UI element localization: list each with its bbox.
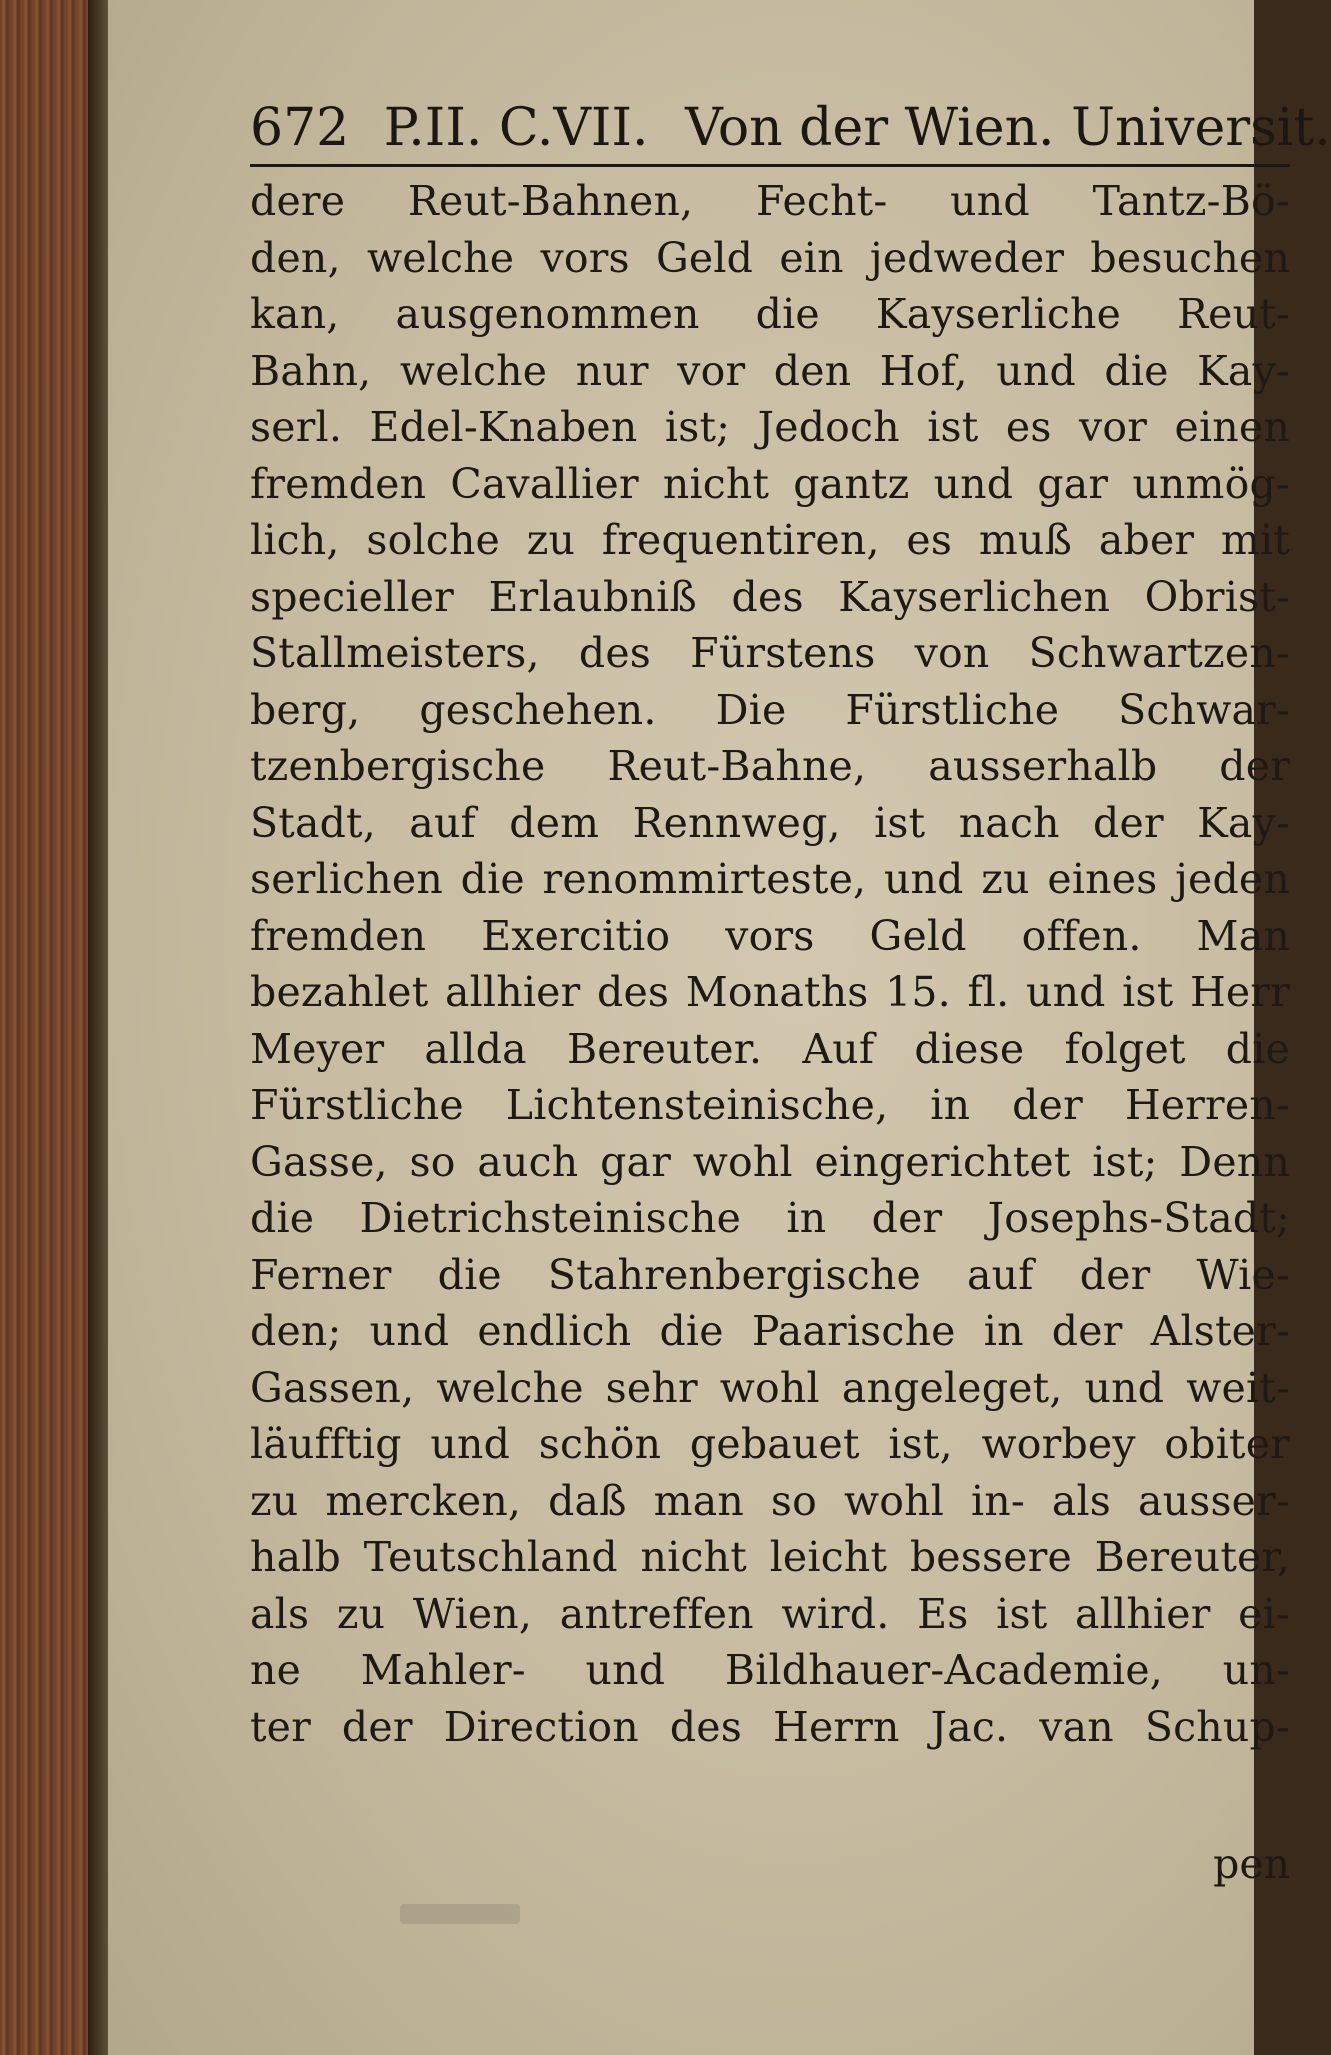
running-title: Von der Wien. Universit. [685, 98, 1331, 158]
text-line: Meyer allda Bereuter. Auf diese folget die [250, 1024, 1290, 1073]
text-line: Gassen, welche sehr wohl angeleget, und weit- [250, 1363, 1290, 1412]
text-line: tzenbergische Reut-Bahne, ausserhalb der [250, 742, 1290, 790]
text-line: läufftig und schön gebauet ist, worbey obiter [250, 1420, 1290, 1468]
text-line: fremden Exercitio vors Geld offen. Man [250, 911, 1290, 960]
text-line: fremden Cavallier nicht gantz und gar unmög- [250, 459, 1290, 508]
text-line: kan, ausgenommen die Kayserliche Reut- [250, 290, 1290, 338]
text-line: ter der Direction des Herrn Jac. van Schup- [250, 1702, 1290, 1751]
text-line: den, welche vors Geld ein jedweder besuchen [250, 233, 1290, 282]
text-line: die Dietrichsteinische in der Josephs-Stadt; [250, 1194, 1290, 1242]
text-line: zu mercken, daß man so wohl in- als ausser- [250, 1476, 1290, 1525]
running-header [250, 96, 1331, 160]
page-content [250, 96, 1331, 1996]
text-line: halb Teutschland nicht leicht bessere Bereuter, [250, 1533, 1290, 1581]
catchword: pen [1213, 1840, 1290, 1888]
body-text [250, 173, 1290, 1755]
bleed-through-mark [400, 1904, 520, 1924]
text-line: specieller Erlaubniß des Kayserlichen Obrist- [250, 572, 1290, 621]
text-line: den; und endlich die Paarische in der Alster- [250, 1307, 1290, 1355]
text-line: serlichen die renommirteste, und zu eines jeden [250, 855, 1290, 903]
text-line: Bahn, welche nur vor den Hof, und die Kay- [250, 346, 1290, 395]
header-rule [250, 164, 1290, 167]
text-line: Gasse, so auch gar wohl eingerichtet ist; Denn [250, 1137, 1290, 1186]
text-line: ne Mahler- und Bildhauer-Academie, un- [250, 1646, 1290, 1694]
text-line: lich, solche zu frequentiren, es muß aber mit [250, 516, 1290, 564]
text-line: serl. Edel-Knaben ist; Jedoch ist es vor einen [250, 403, 1290, 451]
page-number: 672 [250, 98, 350, 158]
text-line: Ferner die Stahrenbergische auf der Wie- [250, 1250, 1290, 1299]
text-line: berg, geschehen. Die Fürstliche Schwar- [250, 685, 1290, 734]
text-line: Stallmeisters, des Fürstens von Schwartzen- [250, 629, 1290, 677]
text-line: dere Reut-Bahnen, Fecht- und Tantz-Bö- [250, 177, 1290, 225]
text-line: bezahlet allhier des Monaths 15. fl. und ist Herr [250, 968, 1290, 1016]
book-page [108, 0, 1331, 2055]
text-line: Fürstliche Lichtensteinische, in der Herren- [250, 1081, 1290, 1129]
book-edge [0, 0, 90, 2055]
text-line: Stadt, auf dem Rennweg, ist nach der Kay- [250, 798, 1290, 847]
section-reference: P.II. C.VII. [383, 98, 649, 158]
text-line: als zu Wien, antreffen wird. Es ist allhier ei- [250, 1589, 1290, 1638]
